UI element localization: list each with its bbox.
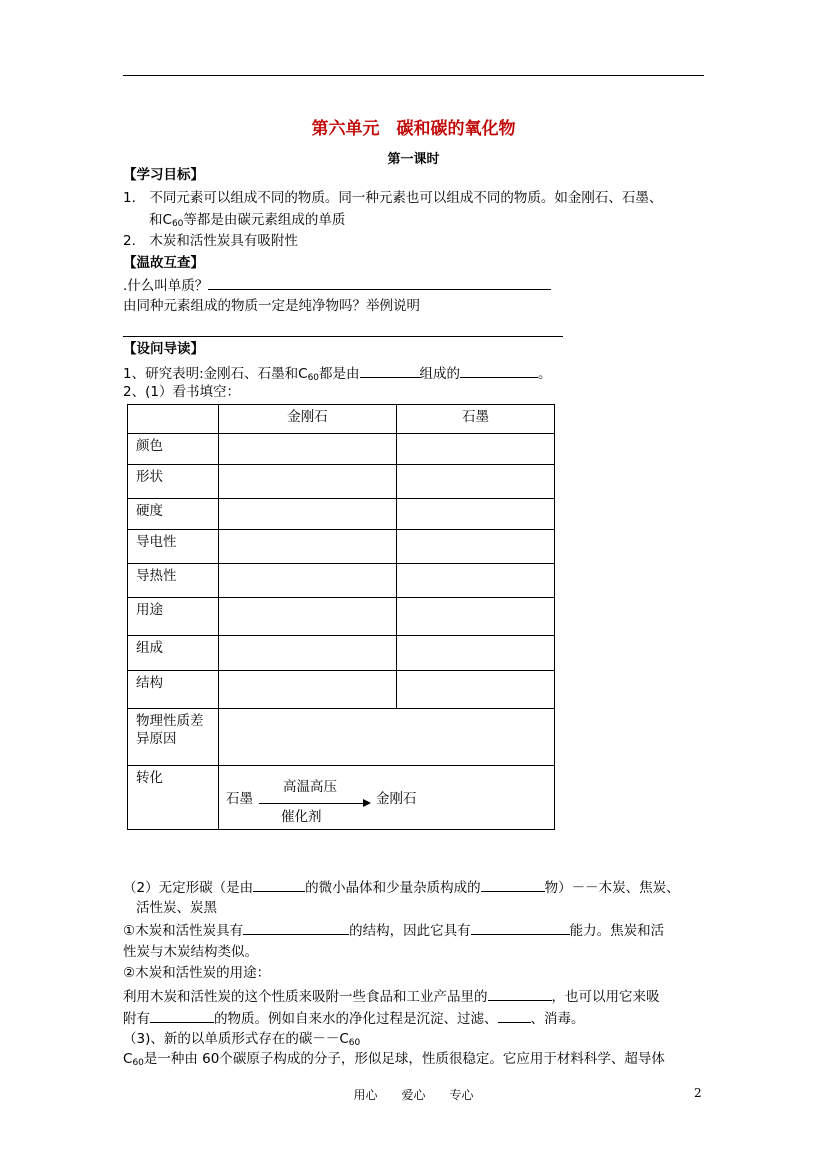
objectives-heading: 【学习目标】 xyxy=(123,167,204,183)
guide-question-2: 2、(1）看书填空： xyxy=(123,384,240,400)
answer-cell[interactable] xyxy=(397,530,555,564)
review-question-1: .什么叫单质？ xyxy=(123,275,551,295)
page-footer: 用心 爱心 专心 xyxy=(353,1088,474,1102)
table-row xyxy=(128,434,555,465)
answer-blank[interactable] xyxy=(498,1008,531,1023)
part2-line-2: 活性炭、炭黑 xyxy=(136,900,217,916)
review-heading: 【温故互查】 xyxy=(123,255,204,271)
answer-cell[interactable] xyxy=(219,530,397,564)
row-label-difference: 物理性质差 异原因 xyxy=(128,709,219,766)
answer-cell[interactable] xyxy=(219,598,397,636)
page-number: 2 xyxy=(694,1086,702,1100)
table-corner-cell xyxy=(128,405,219,434)
part2-line-4: 性炭与木炭结构类似。 xyxy=(123,944,258,960)
answer-cell[interactable] xyxy=(219,636,397,671)
guide-question-1: 1、研究表明:金刚石、石墨和$C_{60}$都是由 组成的 。 xyxy=(123,363,552,383)
table-row xyxy=(128,465,555,499)
answer-blank[interactable] xyxy=(243,920,349,935)
answer-blank[interactable] xyxy=(481,877,545,892)
answer-cell[interactable] xyxy=(397,636,555,671)
answer-cell[interactable] xyxy=(397,598,555,636)
header-rule xyxy=(123,75,704,76)
guide-heading: 【设问导读】 xyxy=(123,341,204,357)
row-label-uses: 用途 xyxy=(128,598,219,636)
answer-cell[interactable] xyxy=(397,499,555,530)
answer-blank[interactable] xyxy=(253,877,305,892)
review-answer-line[interactable] xyxy=(123,322,563,342)
table-row xyxy=(128,766,555,830)
answer-cell[interactable] xyxy=(397,434,555,465)
answer-blank[interactable] xyxy=(471,920,570,935)
table-row xyxy=(128,564,555,598)
objective-item-1: 1. 不同元素可以组成不同的物质。同一种元素也可以组成不同的物质。如金刚石、石墨、 xyxy=(123,190,663,206)
table-row xyxy=(128,499,555,530)
conversion-to: 金刚石 xyxy=(376,791,417,807)
row-label-thermal: 导热性 xyxy=(128,564,219,598)
answer-cell[interactable] xyxy=(219,671,397,709)
answer-blank[interactable] xyxy=(150,1008,214,1023)
table-row xyxy=(128,598,555,636)
lesson-subtitle: 第一课时 xyxy=(387,152,440,167)
comparison-table xyxy=(127,404,555,830)
row-label-structure: 结构 xyxy=(128,671,219,709)
row-label-shape: 形状 xyxy=(128,465,219,499)
answer-cell[interactable] xyxy=(219,564,397,598)
answer-cell[interactable] xyxy=(219,465,397,499)
conversion-arrow xyxy=(259,803,367,804)
table-row xyxy=(128,636,555,671)
row-label-conductivity: 导电性 xyxy=(128,530,219,564)
page-title: 第六单元 碳和碳的氧化物 xyxy=(311,119,516,139)
part3-line-1: （3)、新的以单质形式存在的碳$--C_{60}$ xyxy=(123,1031,361,1048)
objective-item-1-cont: 和$C_{60}$等都是由碳元素组成的单质 xyxy=(149,212,346,229)
table-row xyxy=(128,530,555,564)
answer-cell[interactable] xyxy=(219,709,555,766)
table-header-row xyxy=(128,405,555,434)
answer-cell[interactable] xyxy=(397,465,555,499)
conversion-from: 石墨 xyxy=(226,791,253,807)
row-label-color: 颜色 xyxy=(128,434,219,465)
answer-cell[interactable] xyxy=(219,434,397,465)
answer-blank[interactable] xyxy=(488,986,552,1001)
answer-blank[interactable] xyxy=(208,275,551,290)
answer-blank[interactable] xyxy=(460,363,538,378)
part2-line-1: （2）无定形碳（是由 的微小晶体和少量杂质构成的 物）－－木炭、焦炭、 xyxy=(123,877,680,897)
conversion-cell xyxy=(219,766,555,830)
row-label-conversion: 转化 xyxy=(128,766,219,830)
part2-line-3: ①木炭和活性炭具有 的结构，因此它具有 能力。焦炭和活 xyxy=(123,920,664,940)
part3-line-2: $C_{60}$是一种由 60个碳原子构成的分子，形似足球，性质很稳定。它应用于材料科学、超导体 xyxy=(123,1051,665,1068)
column-header-diamond: 金刚石 xyxy=(219,405,397,434)
table-row xyxy=(128,671,555,709)
conversion-diagram xyxy=(219,766,554,828)
conversion-catalyst: 催化剂 xyxy=(281,809,322,825)
review-question-2: 由同种元素组成的物质一定是纯净物吗？举例说明 xyxy=(123,298,420,314)
part2-line-6: 利用木炭和活性炭的这个性质来吸附一些食品和工业产品里的 ，也可以用它来吸 xyxy=(123,986,660,1006)
column-header-graphite: 石墨 xyxy=(397,405,555,434)
row-label-composition: 组成 xyxy=(128,636,219,671)
objective-item-2: 2. 木炭和活性炭具有吸附性 xyxy=(123,233,298,249)
part2-line-5: ②木炭和活性炭的用途： xyxy=(123,965,271,981)
answer-cell[interactable] xyxy=(397,564,555,598)
answer-cell[interactable] xyxy=(219,499,397,530)
row-label-hardness: 硬度 xyxy=(128,499,219,530)
arrow-head-icon xyxy=(363,799,371,807)
table-row xyxy=(128,709,555,766)
conversion-condition: 高温高压 xyxy=(283,779,337,795)
answer-blank[interactable] xyxy=(360,363,420,378)
answer-cell[interactable] xyxy=(397,671,555,709)
part2-line-7: 附有 的物质。例如自来水的净化过程是沉淀、过滤、 、消毒。 xyxy=(123,1008,585,1028)
